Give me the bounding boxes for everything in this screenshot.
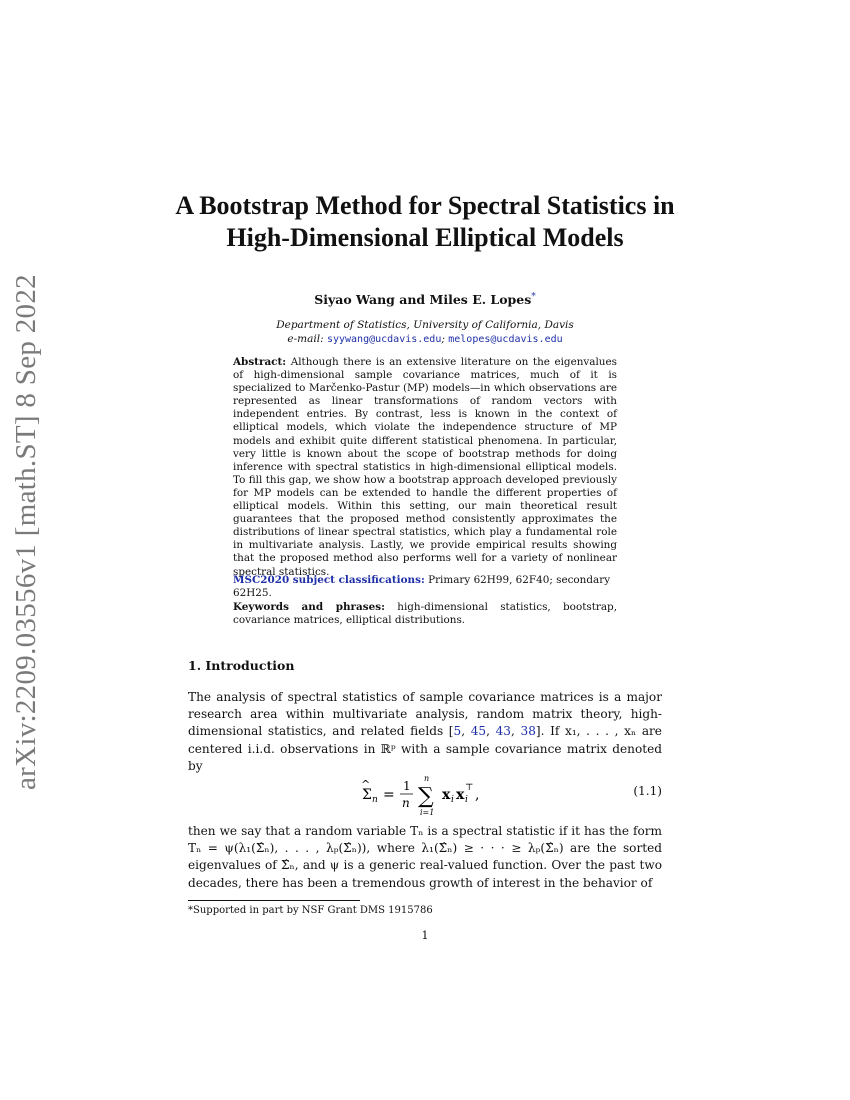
email-line: [150, 332, 700, 347]
email-label: e-mail:: [287, 333, 324, 345]
svg-text:n: n: [372, 795, 378, 805]
svg-text:∑: ∑: [418, 784, 434, 809]
author-names: Siyao Wang and Miles E. Lopes: [314, 292, 532, 308]
keywords: [233, 601, 617, 627]
author-line: [150, 292, 700, 307]
abstract-label: Abstract:: [233, 356, 287, 368]
abstract: [233, 356, 617, 579]
keywords-text: high-dimensional statistics, bootstrap, covariance matrices, elliptical distributions.: [233, 601, 617, 627]
footnote: *Supported in part by NSF Grant DMS 1915786: [188, 905, 433, 916]
email-link-2[interactable]: melopes@ucdavis.edu: [448, 334, 563, 345]
paper-title: A Bootstrap Method for Spectral Statistics in High-Dimensional Elliptical Models: [175, 191, 675, 252]
footnote-rule: [188, 900, 360, 901]
svg-text:^: ^: [361, 778, 371, 791]
author-footnote-mark[interactable]: *: [531, 292, 536, 302]
email-separator: ;: [441, 333, 445, 345]
svg-text:i: i: [451, 795, 454, 805]
msc-classifications: [233, 574, 617, 600]
arxiv-identifier: arXiv:2209.03556v1 [math.ST] 8 Sep 2022: [10, 274, 42, 790]
citation-link[interactable]: 45: [470, 724, 487, 739]
svg-text:,: ,: [475, 787, 480, 803]
equation-formula: [358, 772, 558, 816]
equation-number: (1.1): [633, 784, 662, 798]
svg-text:⊤: ⊤: [465, 783, 474, 793]
affiliation-block: [150, 318, 700, 347]
svg-text:i: i: [465, 795, 468, 805]
svg-text:i=1: i=1: [420, 808, 435, 816]
email-link-1[interactable]: syywang@ucdavis.edu: [326, 334, 442, 345]
abstract-text: Although there is an extensive literature on the eigenvalues of high-dimensional sample covariance matrices, much of it is specialized to Marčenko-Pastur (MP) models—in which observations are represented as linear transformations of random vectors with independent entries. By contrast, less is known in the context of elliptical models, which violate the independence structure of MP models and exhibit quite different statistical phenomena. In particular, very little is known about the scope of bootstrap methods for doing inference with spectral statistics in high-dimensional elliptical models. To fill this gap, we show how a bootstrap approach developed previously for MP models can be extended to handle the different properties of elliptical models. Within this setting, our main theoretical result guarantees that the proposed method consistently approximates the distributions of linear spectral statistics, which play a fundamental role in multivariate analysis. Lastly, we provide empirical results showing that the proposed method also performs well for a variety of nonlinear spectral statistics.: [233, 356, 617, 578]
msc-text: Primary 62H99, 62F40; secondary 62H25.: [233, 574, 611, 600]
citation-link[interactable]: 38: [520, 724, 536, 739]
svg-text:Σ: Σ: [362, 787, 372, 803]
equation-1-1: [188, 768, 662, 818]
svg-text:1: 1: [403, 779, 411, 793]
svg-text:=: =: [383, 787, 395, 803]
page-number: 1: [421, 929, 429, 942]
para1-text-before: The analysis of spectral statistics of sample covariance matrices is a major research area within multivariate analysis, random matrix theory, high-dimensional statistics, and related fields [: [188, 690, 662, 739]
svg-text:n: n: [402, 796, 410, 810]
intro-paragraph-2: then we say that a random variable Tₙ is a spectral statistic if it has the form Tₙ = ψ(λ₁(Σ̂ₙ), . . . , λₚ(Σ̂ₙ)), where λ₁(Σ̂ₙ) ≥ · · · ≥ λₚ(Σ̂ₙ) are the sorted eigenvalues of Σ̂ₙ, and ψ is a generic real-valued function. Over the past two decades, there has been a tremendous growth of interest in the behavior of: [188, 824, 662, 890]
svg-text:x: x: [442, 787, 451, 803]
citation-link[interactable]: 5: [453, 724, 462, 739]
keywords-label: Keywords and phrases:: [233, 601, 385, 613]
section-heading: 1. Introduction: [188, 658, 295, 673]
svg-text:x: x: [456, 787, 465, 803]
para1-text-after: ]. If x₁, . . . , xₙ are centered i.i.d. observations in ℝᵖ with a sample covariance matrix denoted by: [188, 724, 662, 773]
citation-link[interactable]: 43: [495, 724, 511, 739]
affiliation: Department of Statistics, University of California, Davis: [276, 319, 574, 331]
intro-paragraph-1: The analysis of spectral statistics of sample covariance matrices is a major research area within multivariate analysis, random matrix theory, high-dimensional statistics, and related fields [5, 45, 43, 38]. If x₁, . . . , xₙ are centered i.i.d. observations in ℝᵖ with a sample covariance matrix denoted by: [188, 690, 662, 773]
svg-text:n: n: [424, 774, 430, 783]
msc-label-link[interactable]: MSC2020 subject classifications:: [233, 574, 425, 586]
